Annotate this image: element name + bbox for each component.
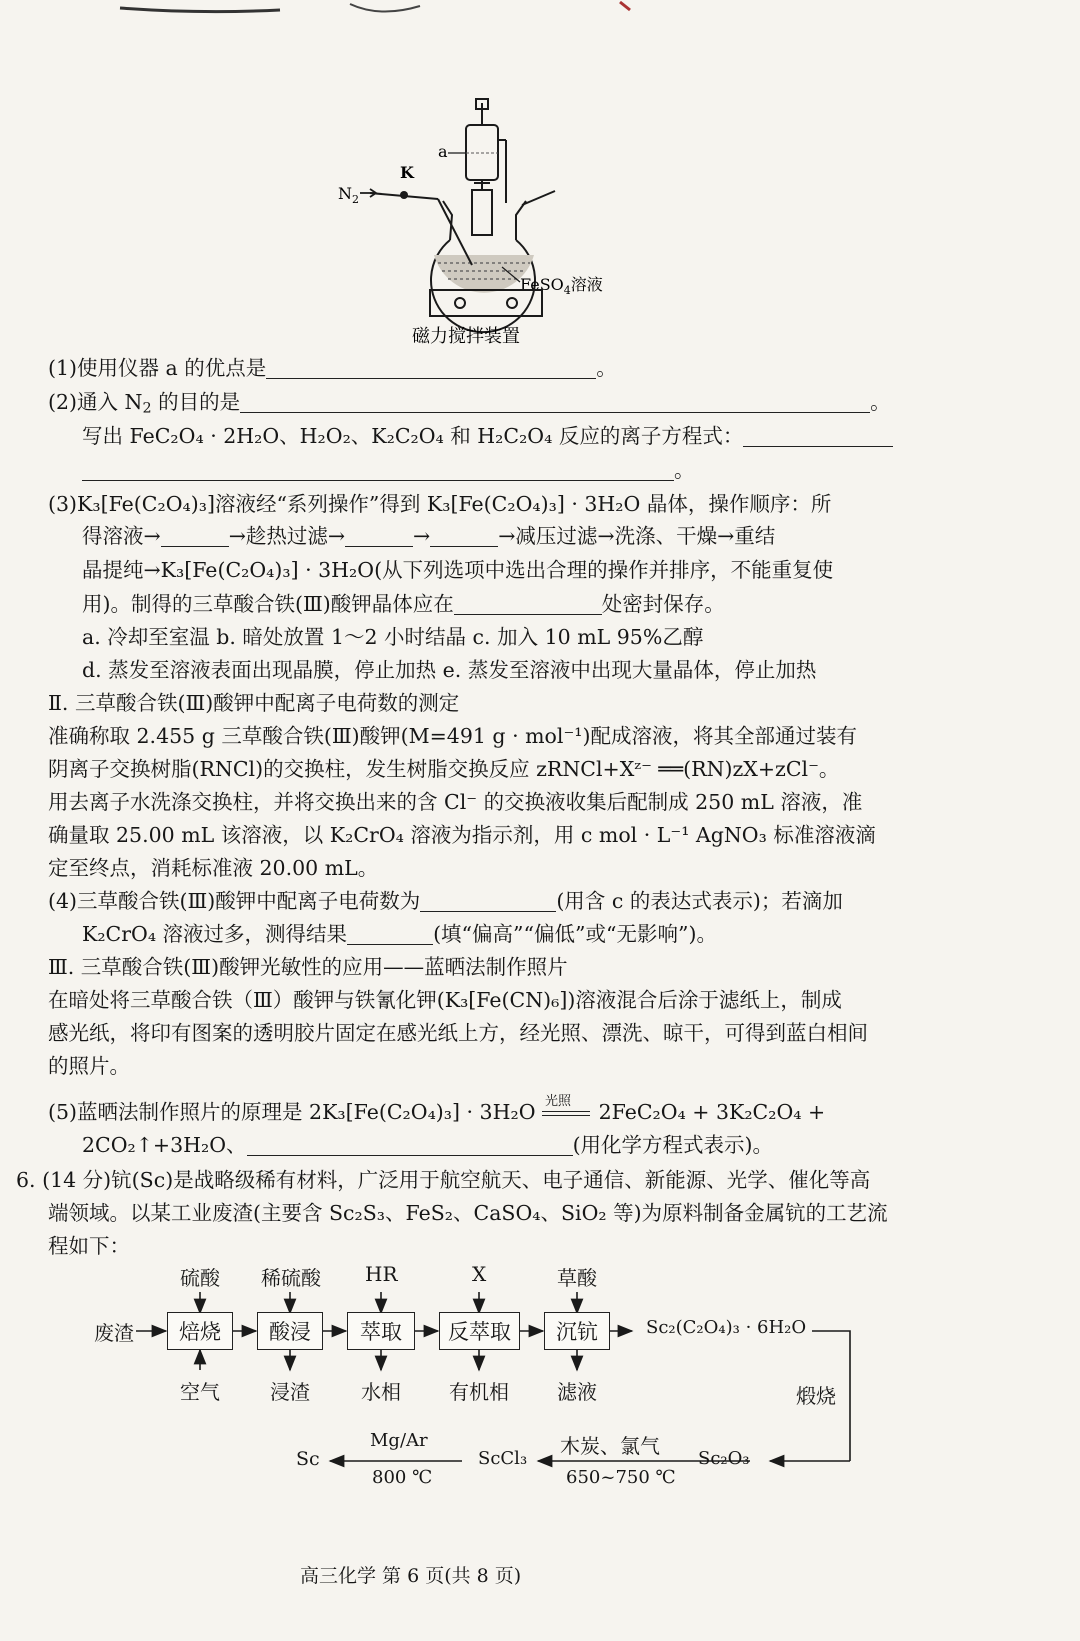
flow-step-roast: 焙烧 <box>167 1312 233 1350</box>
label-n2: $N_2$ <box>338 184 359 206</box>
q3-text-2b: →趁热过滤→ <box>228 524 346 548</box>
flow-input-2: 稀硫酸 <box>261 1266 321 1290</box>
q4-text-2b: (填“偏高”“偏低”或“无影响”)。 <box>433 922 717 946</box>
flow-step3-bottom: 800 ℃ <box>372 1467 433 1488</box>
q3-options-text-2: d. 蒸发至溶液表面出现晶膜，停止加热 e. 蒸发至溶液中出现大量晶体，停止加热 <box>82 658 817 682</box>
q1-end: 。 <box>596 356 617 380</box>
part3-text-2: 感光纸，将印有图案的透明胶片固定在感光纸上方，经光照、漂洗、晾干，可得到蓝白相间 <box>48 1021 868 1045</box>
flow-step-extract: 萃取 <box>347 1312 415 1350</box>
label-k: K <box>400 163 414 182</box>
flow-start: 废渣 <box>94 1321 134 1345</box>
q2-text-a: (2)通入 N <box>48 390 143 414</box>
q3-text-2a: 得溶液→ <box>82 524 161 548</box>
label-a: a <box>438 142 448 161</box>
flow-step2-bottom: 650~750 ℃ <box>566 1467 676 1488</box>
part2-text-2: 阴离子交换树脂(RNCl)的交换柱，发生树脂交换反应 zRNCl+Xᶻ⁻ ══(RN)zX+zCl⁻。 <box>48 757 840 781</box>
part2-title-text: Ⅱ. 三草酸合铁(Ⅲ)酸钾中配离子电荷数的测定 <box>48 691 460 715</box>
flow-sc2o3: Sc₂O₃ <box>698 1448 750 1469</box>
q5-text-2a: 2CO₂↑+3H₂O、 <box>82 1133 247 1157</box>
q3-options-text-1: a. 冷却至室温 b. 暗处放置 1～2 小时结晶 c. 加入 10 mL 95%乙醇 <box>82 625 704 649</box>
part3-text-1: 在暗处将三草酸合铁（Ⅲ）酸钾与铁氰化钾(K₃[Fe(CN)₆])溶液混合后涂于滤纸上，制成 <box>48 988 842 1012</box>
q4-text-2a: K₂CrO₄ 溶液过多，测得结果 <box>82 922 348 946</box>
q2-sub: 2 <box>142 400 152 417</box>
flow-step-back-extract: 反萃取 <box>439 1312 520 1350</box>
flow-output-3: 水相 <box>361 1380 401 1404</box>
q3-text-1: (3)K₃[Fe(C₂O₄)₃]溶液经“系列操作”得到 K₃[Fe(C₂O₄)₃] · 3H₂O 晶体，操作顺序：所 <box>48 492 832 516</box>
q3-text-2d: →减压过滤→洗涤、干燥→重结 <box>498 524 776 548</box>
q4-text-1a: (4)三草酸合铁(Ⅲ)酸钾中配离子电荷数为 <box>48 889 421 913</box>
q2-eq-prompt: 写出 FeC₂O₄ · 2H₂O、H₂O₂、K₂C₂O₄ 和 H₂C₂O₄ 反应的离子方程式： <box>82 424 744 448</box>
flow-step-precipitate: 沉钪 <box>544 1312 610 1350</box>
q5-arrow-label: 光照 <box>545 1093 572 1109</box>
part3-title-text: Ⅲ. 三草酸合铁(Ⅲ)酸钾光敏性的应用——蓝晒法制作照片 <box>48 955 568 979</box>
flow-output-4: 有机相 <box>449 1380 509 1404</box>
part2-text-3: 用去离子水洗涤交换柱，并将交换出来的含 Cl⁻ 的交换液收集后配制成 250 mL 溶液，准 <box>48 790 863 814</box>
q6-text-1: 6. (14 分)钪(Sc)是战略级稀有材料，广泛用于航空航天、电子通信、新能源、光学、催化等高 <box>16 1168 871 1192</box>
label-solution: FeSO$_4$溶液 <box>520 275 603 297</box>
q6-text-2: 端领域。以某工业废渣(主要含 Sc₂S₃、FeS₂、CaSO₄、SiO₂ 等)为原料制备金属钪的工艺流 <box>48 1201 888 1225</box>
flow-input-4: X <box>472 1262 487 1286</box>
q1-text: (1)使用仪器 a 的优点是 <box>48 356 267 380</box>
q5-text-1b: 2FeC₂O₄ + 3K₂C₂O₄ + <box>598 1100 826 1124</box>
q2-text-tail: 的目的是 <box>151 390 241 414</box>
q3-text-4a: 用)。制得的三草酸合铁(Ⅲ)酸钾晶体应在 <box>82 592 454 616</box>
q5-text-1a: (5)蓝晒法制作照片的原理是 2K₃[Fe(C₂O₄)₃] · 3H₂O <box>48 1100 536 1124</box>
flow-step2-top: 木炭、氯气 <box>560 1434 660 1458</box>
flow-product-1: Sc₂(C₂O₄)₃ · 6H₂O <box>646 1317 807 1338</box>
part2-text-4: 确量取 25.00 mL 该溶液，以 K₂CrO₄ 溶液为指示剂，用 c mol · L⁻¹ AgNO₃ 标准溶液滴 <box>48 823 876 847</box>
apparatus-caption: 磁力搅拌装置 <box>412 326 520 347</box>
q6-text-3: 程如下： <box>48 1234 130 1258</box>
flow-input-5: 草酸 <box>557 1266 597 1290</box>
part2-text-1: 准确称取 2.455 g 三草酸合铁(Ⅲ)酸钾(M=491 g · mol⁻¹)配成溶液，将其全部通过装有 <box>48 724 857 748</box>
flow-output-1: 空气 <box>180 1380 220 1404</box>
flow-input-1: 硫酸 <box>180 1266 220 1290</box>
flow-calcine: 煅烧 <box>796 1384 836 1408</box>
page-footer <box>300 1562 521 1590</box>
q3-text-4b: 处密封保存。 <box>601 592 725 616</box>
flow-input-3: HR <box>365 1262 398 1286</box>
q3-text-3: 晶提纯→K₃[Fe(C₂O₄)₃] · 3H₂O(从下列选项中选出合理的操作并排序，不能重复使 <box>82 558 834 582</box>
flow-output-2: 浸渣 <box>270 1380 310 1404</box>
flow-sccl3: ScCl₃ <box>478 1448 528 1469</box>
q2-eq-end: 。 <box>674 458 695 482</box>
q2-end: 。 <box>870 390 891 414</box>
flow-final: Sc <box>296 1448 320 1470</box>
q4-text-1b: (用含 c 的表达式表示)；若滴加 <box>556 889 843 913</box>
footer-text: 高三化学 第 6 页(共 8 页) <box>300 1565 522 1587</box>
part3-text-3: 的照片。 <box>48 1054 130 1078</box>
flow-step3-top: Mg/Ar <box>370 1430 428 1451</box>
q3-text-2c: → <box>413 524 431 548</box>
q5-text-2b: (用化学方程式表示)。 <box>572 1133 774 1157</box>
part2-text-5: 定至终点，消耗标准液 20.00 mL。 <box>48 856 379 880</box>
flow-output-5: 滤液 <box>557 1380 597 1404</box>
flow-step-acid-leach: 酸浸 <box>257 1312 323 1350</box>
